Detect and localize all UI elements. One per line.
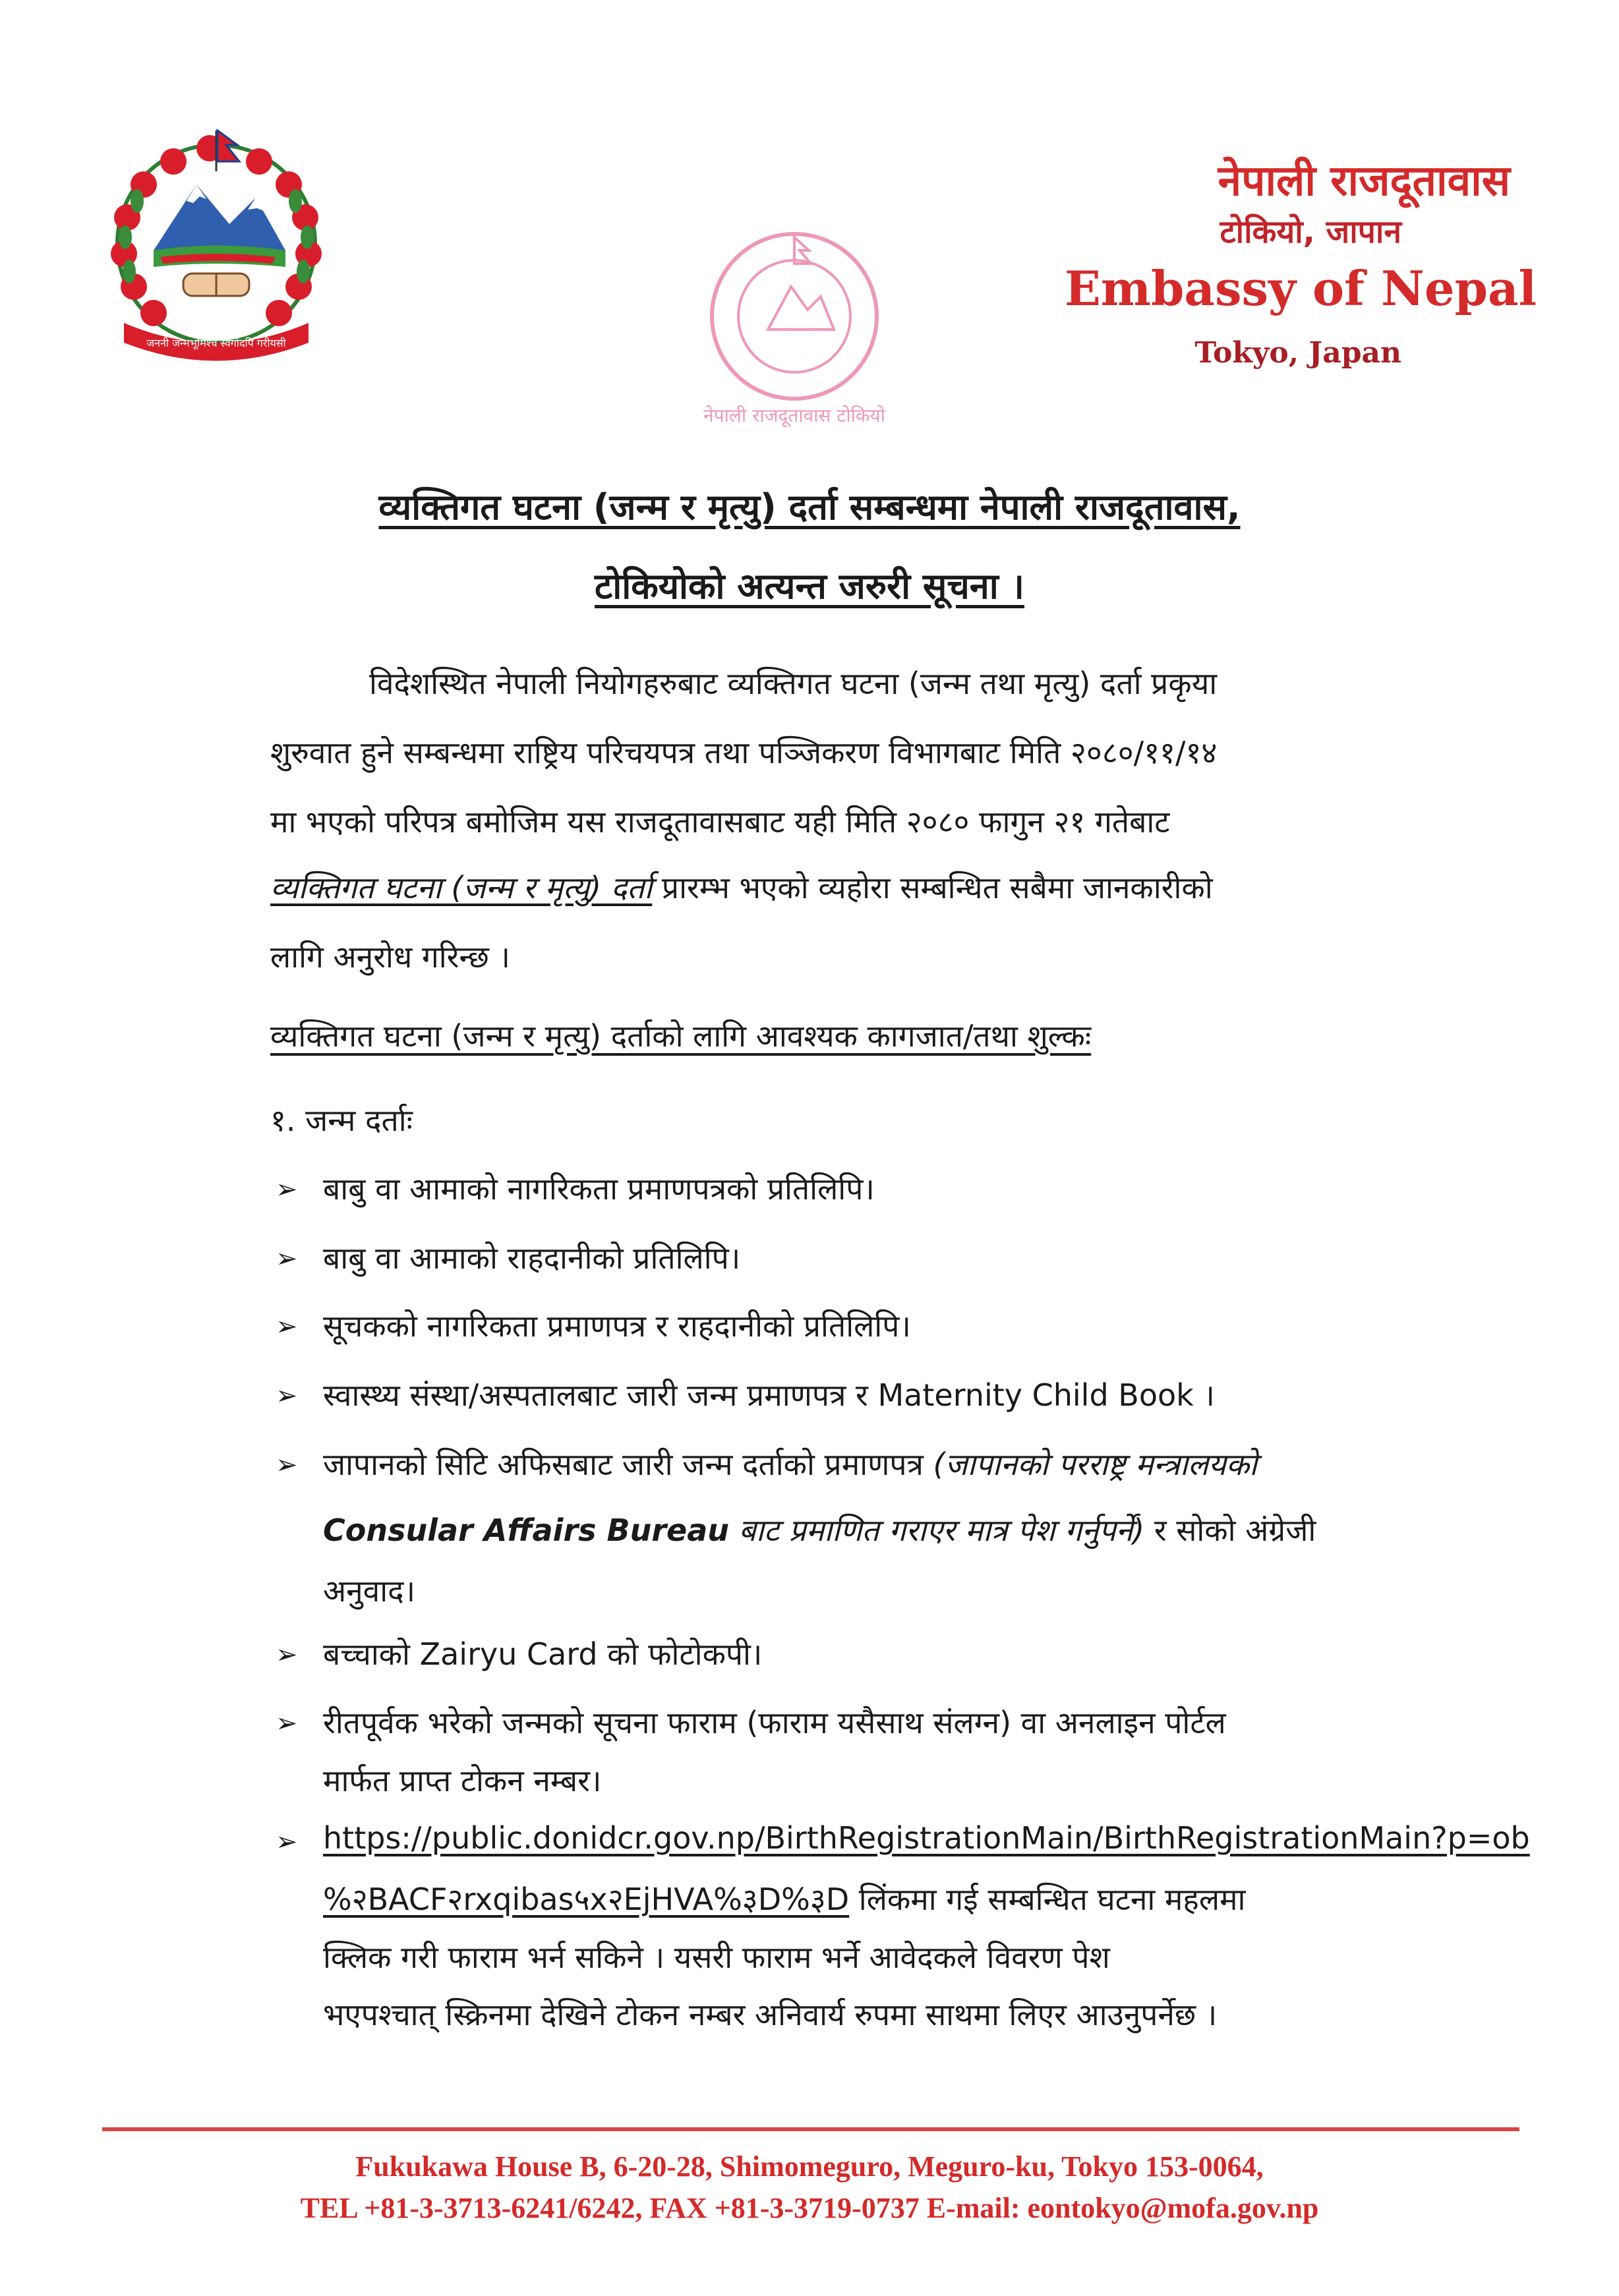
list-item-continuation: [323, 1509, 1316, 1550]
registration-link[interactable]: %२BACF२rxqibas५x२EjHVA%३D%३D: [323, 1881, 850, 1917]
embassy-city-english: Tokyo, Japan: [1194, 336, 1401, 370]
list-item: [323, 1820, 1530, 1856]
embassy-name-nepali: नेपाली राजदूतावास: [1218, 157, 1510, 206]
bullet-arrow-icon: ➢: [276, 1244, 298, 1274]
emblem-motto: जननी जन्मभूमिश्च स्वर्गादपि गरीयसी: [146, 337, 286, 349]
bullet-arrow-icon: ➢: [276, 1311, 298, 1342]
notice-title-line-2: टोकियोको अत्यन्त जरुरी सूचना ।: [595, 565, 1024, 607]
embassy-seal-stamp: [695, 224, 893, 442]
embassy-name-english: Embassy of Nepal: [1064, 260, 1537, 316]
list-item-continuation: अनुवाद।: [323, 1573, 416, 1609]
bullet-arrow-icon: ➢: [276, 1381, 298, 1411]
footer-address: Fukukawa House B, 6-20-28, Shimomeguro, Meguro-ku, Tokyo 153-0064,: [355, 2150, 1264, 2183]
bullet-arrow-icon: ➢: [276, 1450, 298, 1480]
birth-registration-heading: १. जन्म दर्ताः: [270, 1103, 413, 1138]
list-item-italic-note: (जापानको परराष्ट्र मन्त्रालयको: [933, 1447, 1257, 1482]
requirements-heading: व्यक्तिगत घटना (जन्म र मृत्यु) दर्ताको लागि आवश्यक कागजात/तथा शुल्कः: [270, 1018, 1092, 1054]
list-item: सूचकको नागरिकता प्रमाणपत्र र राहदानीको प्रतिलिपि।: [323, 1308, 911, 1344]
list-item-text: जापानको सिटि अफिसबाट जारी जन्म दर्ताको प्रमाणपत्र: [323, 1447, 933, 1482]
stamp-text: नेपाली राजदूतावास टोकियो: [703, 405, 885, 426]
list-item-continuation: भएपश्चात् स्क्रिनमा देखिने टोकन नम्बर अनिवार्य रुपमा साथमा लिएर आउनुपर्नेछ ।: [323, 1997, 1218, 2032]
list-item: रीतपूर्वक भरेको जन्मको सूचना फाराम (फाराम यसैसाथ संलग्न) वा अनलाइन पोर्टल: [323, 1705, 1226, 1740]
list-item: बाबु वा आमाको राहदानीको प्रतिलिपि।: [323, 1240, 741, 1276]
intro-paragraph-line: लागि अनुरोध गरिन्छ ।: [270, 939, 510, 975]
list-item-continuation: क्लिक गरी फाराम भर्न सकिने । यसरी फाराम भर्ने आवेदकले विवरण पेश: [323, 1939, 1110, 1975]
nepal-coat-of-arms-emblem: [98, 125, 335, 369]
list-item-continuation: [323, 1878, 1245, 1919]
embassy-city-nepali: टोकियो, जापान: [1220, 214, 1401, 250]
bullet-arrow-icon: ➢: [276, 1827, 298, 1857]
notice-title-line-1: व्यक्तिगत घटना (जन्म र मृत्यु) दर्ता सम्बन्धमा नेपाली राजदूतावास,: [378, 486, 1241, 528]
list-item-text: लिंकमा गई सम्बन्धित घटना महलमा: [849, 1881, 1246, 1917]
intro-paragraph-line: [270, 867, 1213, 907]
list-item-continuation: मार्फत प्राप्त टोकन नम्बर।: [323, 1763, 602, 1798]
bullet-arrow-icon: ➢: [276, 1708, 298, 1738]
bullet-arrow-icon: ➢: [276, 1174, 298, 1205]
intro-line-rest: प्रारम्भ भएको व्यहोरा सम्बन्धित सबैमा जानकारीको: [652, 870, 1213, 905]
list-item-text: र सोको अंग्रेजी: [1144, 1512, 1316, 1548]
mountain-icon: [154, 185, 285, 250]
intro-paragraph-line: शुरुवात हुने सम्बन्धमा राष्ट्रिय परिचयपत्र तथा पञ्जिकरण विभागबाट मिति २०८०/११/१४: [270, 735, 1218, 770]
list-item: स्वास्थ्य संस्था/अस्पतालबाट जारी जन्म प्रमाणपत्र र Maternity Child Book ।: [323, 1377, 1215, 1413]
footer-divider: [102, 2127, 1519, 2131]
intro-emphasis: व्यक्तिगत घटना (जन्म र मृत्यु) दर्ता: [270, 870, 653, 905]
list-item-italic-note: बाट प्रमाणित गराएर मात्र पेश गर्नुपर्ने): [729, 1512, 1145, 1548]
list-item: बाबु वा आमाको नागरिकता प्रमाणपत्रको प्रतिलिपि।: [323, 1171, 875, 1207]
intro-paragraph-line: विदेशस्थित नेपाली नियोगहरुबाट व्यक्तिगत घटना (जन्म तथा मृत्यु) दर्ता प्रकृया: [369, 666, 1218, 701]
list-item-bold-term: Consular Affairs Bureau: [323, 1512, 730, 1548]
list-item: बच्चाको Zairyu Card को फोटोकपी।: [323, 1636, 763, 1672]
bullet-arrow-icon: ➢: [276, 1640, 298, 1670]
nepal-flag-icon: [216, 130, 239, 171]
footer-contact: TEL +81-3-3713-6241/6242, FAX +81-3-3719-0737 E-mail: eontokyo@mofa.gov.np: [300, 2192, 1319, 2224]
list-item: [323, 1443, 1257, 1484]
registration-link[interactable]: https://public.donidcr.gov.np/BirthRegistrationMain/BirthRegistrationMain?p=ob: [323, 1820, 1530, 1856]
intro-paragraph-line: मा भएको परिपत्र बमोजिम यस राजदूतावासबाट यही मिति २०८० फागुन २१ गतेबाट: [270, 804, 1170, 840]
handshake-icon: [183, 273, 249, 296]
